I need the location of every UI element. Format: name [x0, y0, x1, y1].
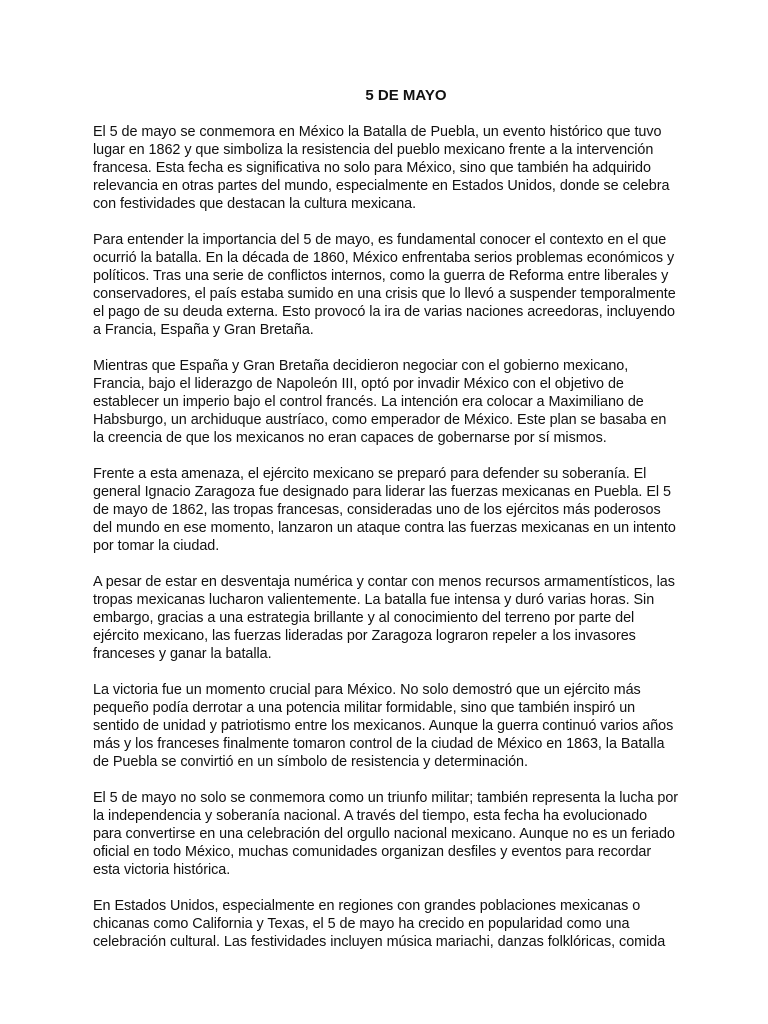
paragraph-line: lugar en 1862 y que simboliza la resistencia del pueblo mexicano frente a la intervención	[93, 142, 654, 158]
paragraph-line: En Estados Unidos, especialmente en regiones con grandes poblaciones mexicanas o	[93, 898, 641, 914]
paragraph-line: chicanas como California y Texas, el 5 de mayo ha crecido en popularidad como una	[93, 916, 630, 932]
paragraph-line: con festividades que destacan la cultura mexicana.	[93, 196, 417, 212]
paragraph	[93, 231, 683, 339]
paragraph	[93, 465, 683, 555]
paragraph-line: celebración cultural. Las festividades incluyen música mariachi, danzas folklóricas, comida	[93, 934, 666, 950]
paragraph	[93, 897, 683, 951]
paragraph	[93, 123, 683, 213]
paragraph-line: Mientras que España y Gran Bretaña decidieron negociar con el gobierno mexicano,	[93, 358, 629, 374]
paragraph-line: el pago de su deuda externa. Esto provocó la ira de varias naciones acreedoras, incluyendo	[93, 304, 675, 320]
paragraph-line: la creencia de que los mexicanos no eran capaces de gobernarse por sí mismos.	[93, 430, 607, 446]
paragraph-line: oficial en todo México, muchas comunidades organizan desfiles y eventos para recordar	[93, 844, 652, 860]
paragraph-line: del mundo en ese momento, lanzaron un ataque contra las fuerzas mexicanas en un intento	[93, 520, 676, 536]
paragraph-line: a Francia, España y Gran Bretaña.	[93, 322, 314, 338]
paragraph-line: Habsburgo, un archiduque austríaco, como emperador de México. Este plan se basaba en	[93, 412, 667, 428]
paragraph-line: relevancia en otras partes del mundo, especialmente en Estados Unidos, donde se celebra	[93, 178, 670, 194]
paragraph-line: conservadores, el país estaba sumido en una crisis que lo llevó a suspender temporalmente	[93, 286, 676, 302]
paragraph-line: la independencia y soberanía nacional. A través del tiempo, esta fecha ha evolucionado	[93, 808, 648, 824]
paragraph-line: francesa. Esta fecha es significativa no solo para México, sino que también ha adquirido	[93, 160, 651, 176]
paragraph-line: general Ignacio Zaragoza fue designado para liderar las fuerzas mexicanas en Puebla. El 5	[93, 484, 671, 500]
paragraph	[93, 573, 683, 663]
paragraph-line: El 5 de mayo no solo se conmemora como un triunfo militar; también representa la lucha por	[93, 790, 679, 806]
paragraph	[93, 357, 683, 447]
paragraph-line: de Puebla se convirtió en un símbolo de resistencia y determinación.	[93, 754, 528, 770]
paragraph-line: pequeño podía derrotar a una potencia militar formidable, sino que también inspiró un	[93, 700, 636, 716]
paragraph	[93, 681, 683, 771]
paragraph-line: por tomar la ciudad.	[93, 538, 220, 554]
paragraph-line: de mayo de 1862, las tropas francesas, consideradas uno de los ejércitos más poderosos	[93, 502, 661, 518]
paragraph-line: franceses y ganar la batalla.	[93, 646, 272, 662]
paragraph-line: Francia, bajo el liderazgo de Napoleón III, optó por invadir México con el objetivo de	[93, 376, 624, 392]
paragraph-line: Para entender la importancia del 5 de mayo, es fundamental conocer el contexto en el que	[93, 232, 667, 248]
paragraph-line: sentido de unidad y patriotismo entre los mexicanos. Aunque la guerra continuó varios años	[93, 718, 674, 734]
paragraph-line: tropas mexicanas lucharon valientemente. La batalla fue intensa y duró varias horas. Sin	[93, 592, 655, 608]
paragraph-line: establecer un imperio bajo el control francés. La intención era colocar a Maximiliano de	[93, 394, 644, 410]
document-title: 5 DE MAYO	[365, 87, 447, 104]
paragraph-line: Frente a esta amenaza, el ejército mexicano se preparó para defender su soberanía. El	[93, 466, 647, 482]
paragraph-line: para convertirse en una celebración del orgullo nacional mexicano. Aunque no es un feriado	[93, 826, 675, 842]
paragraph-line: embargo, gracias a una estrategia brillante y al conocimiento del terreno por parte del	[93, 610, 635, 626]
paragraph-line: ejército mexicano, las fuerzas lideradas por Zaragoza lograron repeler a los invasores	[93, 628, 636, 644]
paragraph-line: políticos. Tras una serie de conflictos internos, como la guerra de Reforma entre liberales y	[93, 268, 669, 284]
document-body	[93, 123, 683, 969]
paragraph-line: ocurrió la batalla. En la década de 1860, México enfrentaba serios problemas económicos y	[93, 250, 675, 266]
paragraph	[93, 789, 683, 879]
paragraph-line: esta victoria histórica.	[93, 862, 231, 878]
paragraph-line: A pesar de estar en desventaja numérica y contar con menos recursos armamentísticos, las	[93, 574, 675, 590]
paragraph-line: más y los franceses finalmente tomaron control de la ciudad de México en 1863, la Batalla	[93, 736, 665, 752]
paragraph-line: La victoria fue un momento crucial para México. No solo demostró que un ejército más	[93, 682, 641, 698]
paragraph-line: El 5 de mayo se conmemora en México la Batalla de Puebla, un evento histórico que tuvo	[93, 124, 662, 140]
